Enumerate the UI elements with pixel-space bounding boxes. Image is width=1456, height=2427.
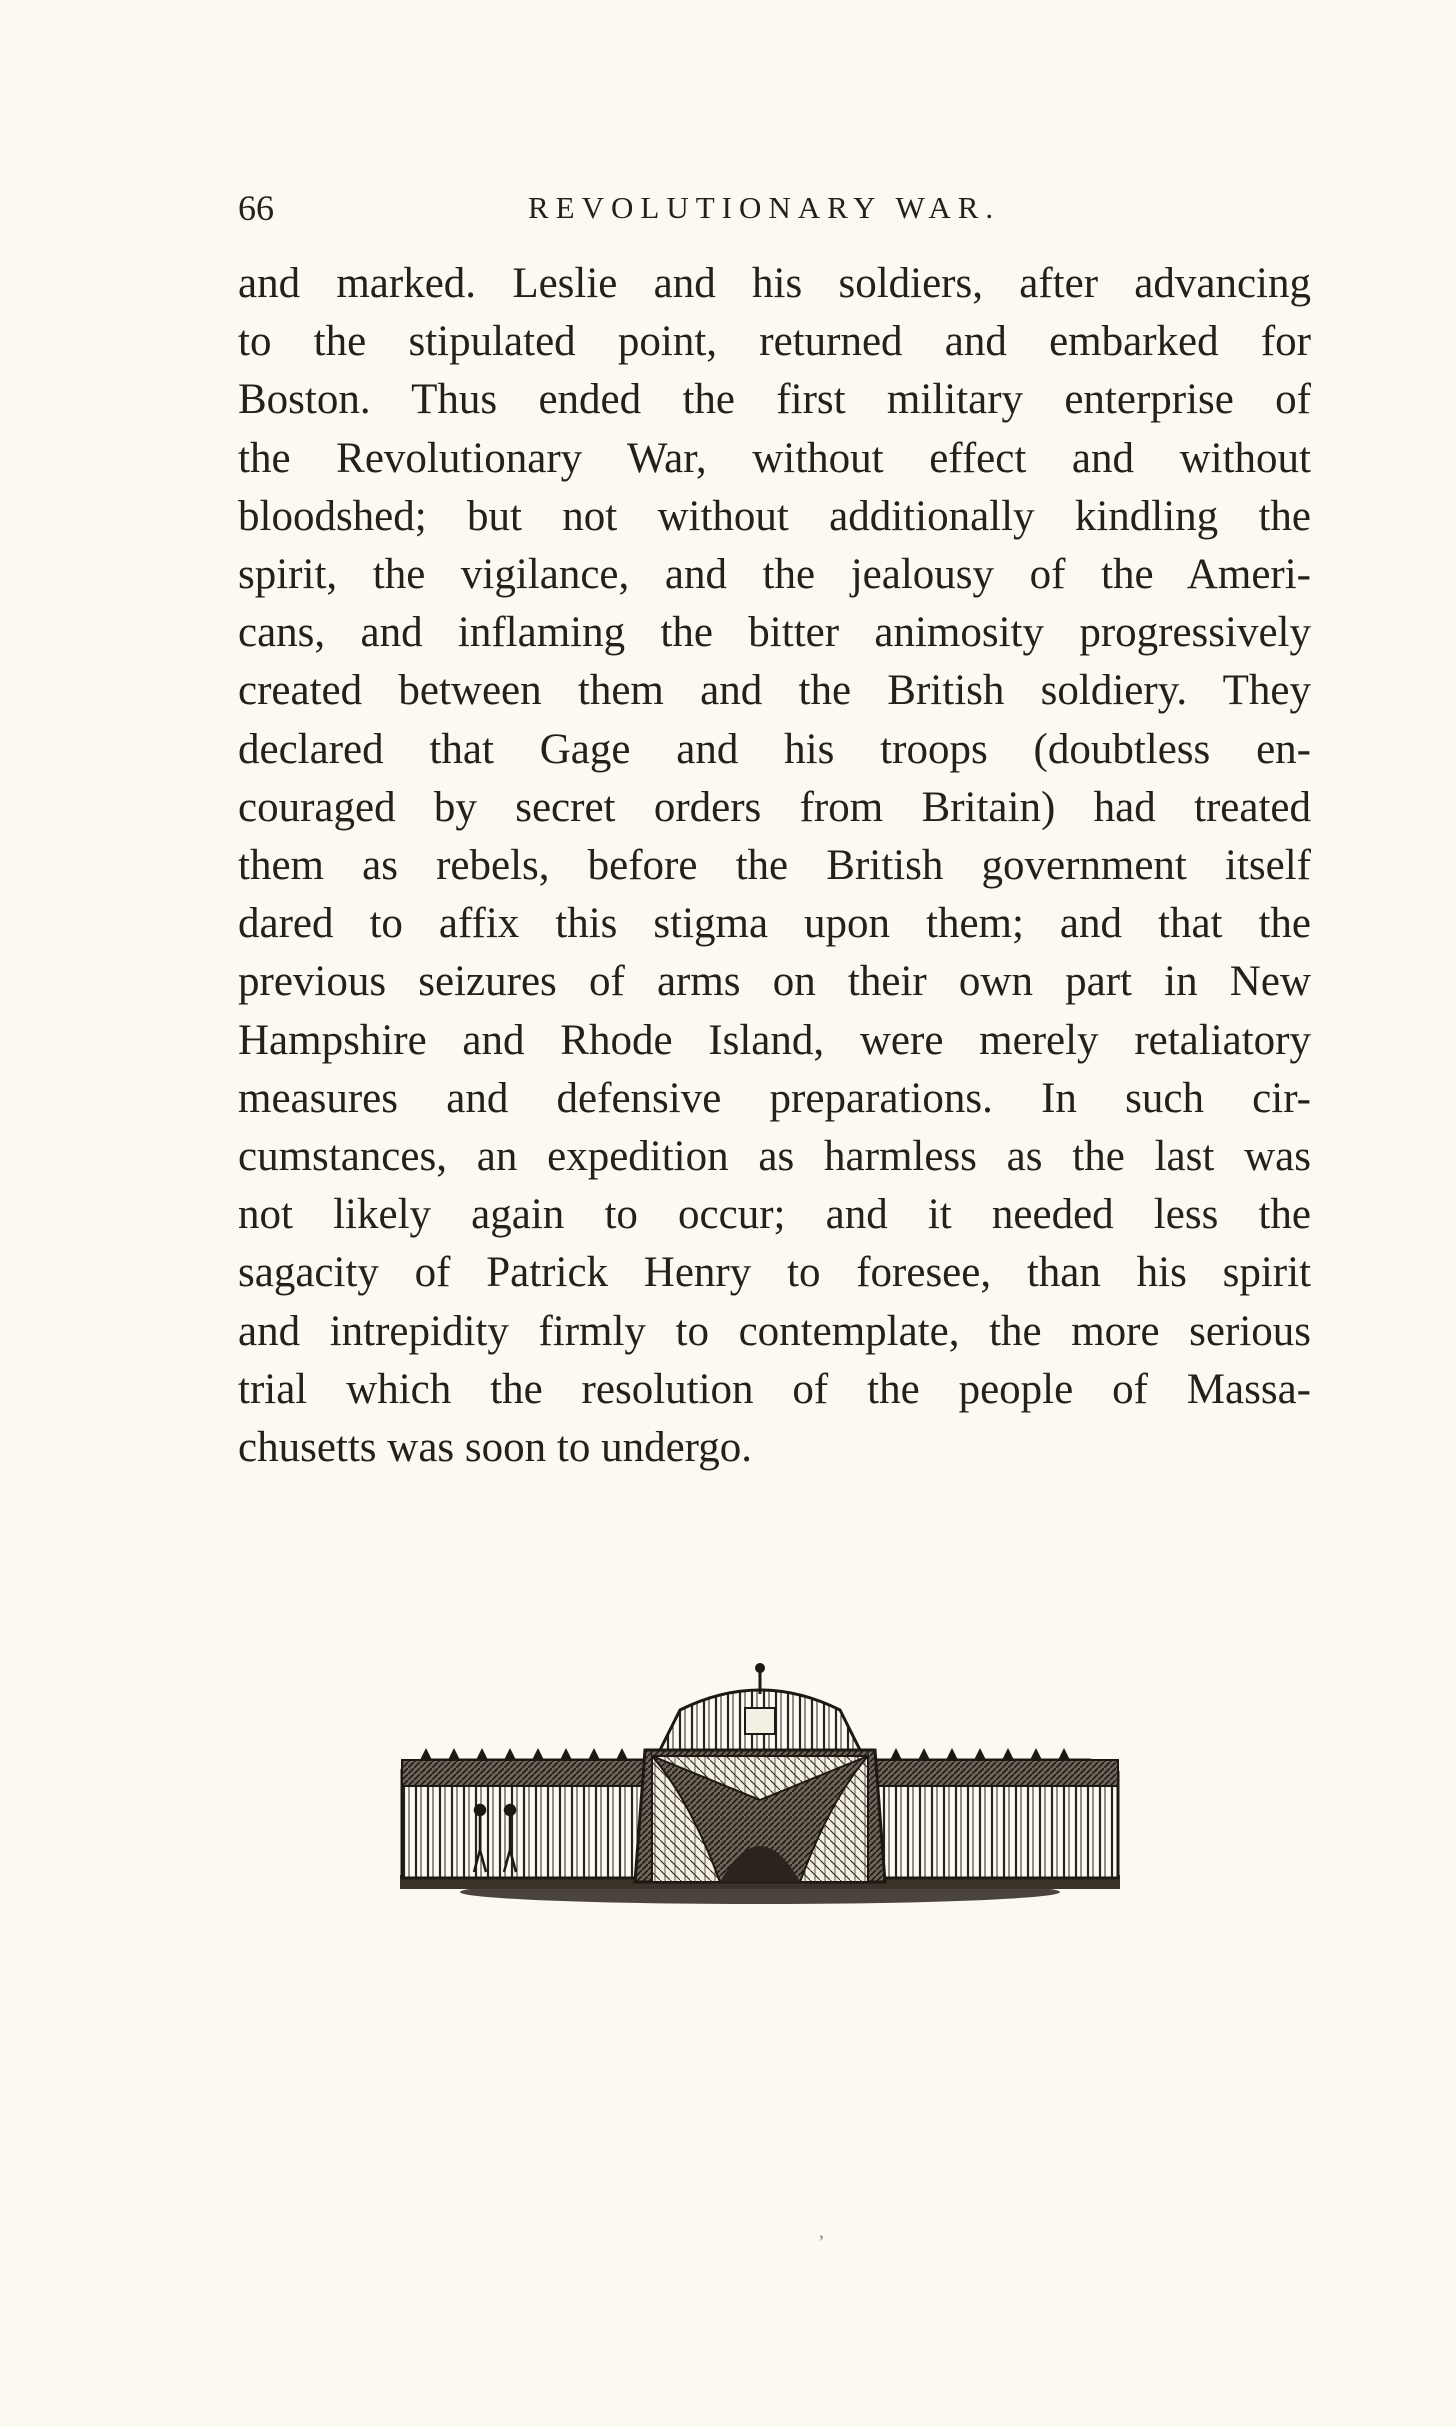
page-number: 66 bbox=[238, 188, 274, 228]
text-line: trial which the resolution of the people of Massa- bbox=[238, 1365, 1311, 1413]
stray-ink-mark: ʼ bbox=[818, 2232, 825, 2254]
text-line: cumstances, an expedition as harmless as the last was bbox=[238, 1133, 1311, 1181]
text-line: bloodshed; but not without additionally kindling the bbox=[238, 492, 1311, 540]
tent-vignette-illustration bbox=[390, 1660, 1130, 1910]
text-line: the Revolutionary War, without effect and without bbox=[238, 434, 1311, 482]
page-header bbox=[238, 183, 1311, 233]
text-line: measures and defensive preparations. In such cir- bbox=[238, 1074, 1311, 1122]
text-line: previous seizures of arms on their own part in New bbox=[238, 958, 1311, 1006]
text-line: not likely again to occur; and it needed less the bbox=[238, 1191, 1311, 1239]
text-line: to the stipulated point, returned and embarked for bbox=[238, 318, 1311, 366]
text-line: chusetts was soon to undergo. bbox=[238, 1424, 752, 1472]
text-line: sagacity of Patrick Henry to foresee, than his spirit bbox=[238, 1249, 1311, 1297]
text-line: Hampshire and Rhode Island, were merely retaliatory bbox=[238, 1016, 1311, 1064]
text-line: Boston. Thus ended the first military enterprise of bbox=[238, 376, 1311, 424]
text-line: them as rebels, before the British government itself bbox=[238, 842, 1311, 890]
text-line: dared to affix this stigma upon them; and that the bbox=[238, 900, 1311, 948]
body-paragraph bbox=[238, 255, 1311, 1477]
text-line: spirit, the vigilance, and the jealousy of the Ameri- bbox=[238, 551, 1311, 599]
text-line: created between them and the British soldiery. They bbox=[238, 667, 1311, 715]
text-line: declared that Gage and his troops (doubtless en- bbox=[238, 725, 1311, 773]
text-line: and marked. Leslie and his soldiers, after advancing bbox=[238, 260, 1311, 307]
text-line: couraged by secret orders from Britain) had treated bbox=[238, 783, 1311, 831]
text-line: and intrepidity firmly to contemplate, the more serious bbox=[238, 1307, 1311, 1355]
text-line: cans, and inflaming the bitter animosity progressively bbox=[238, 609, 1311, 657]
running-head: REVOLUTIONARY WAR. bbox=[528, 190, 1001, 225]
